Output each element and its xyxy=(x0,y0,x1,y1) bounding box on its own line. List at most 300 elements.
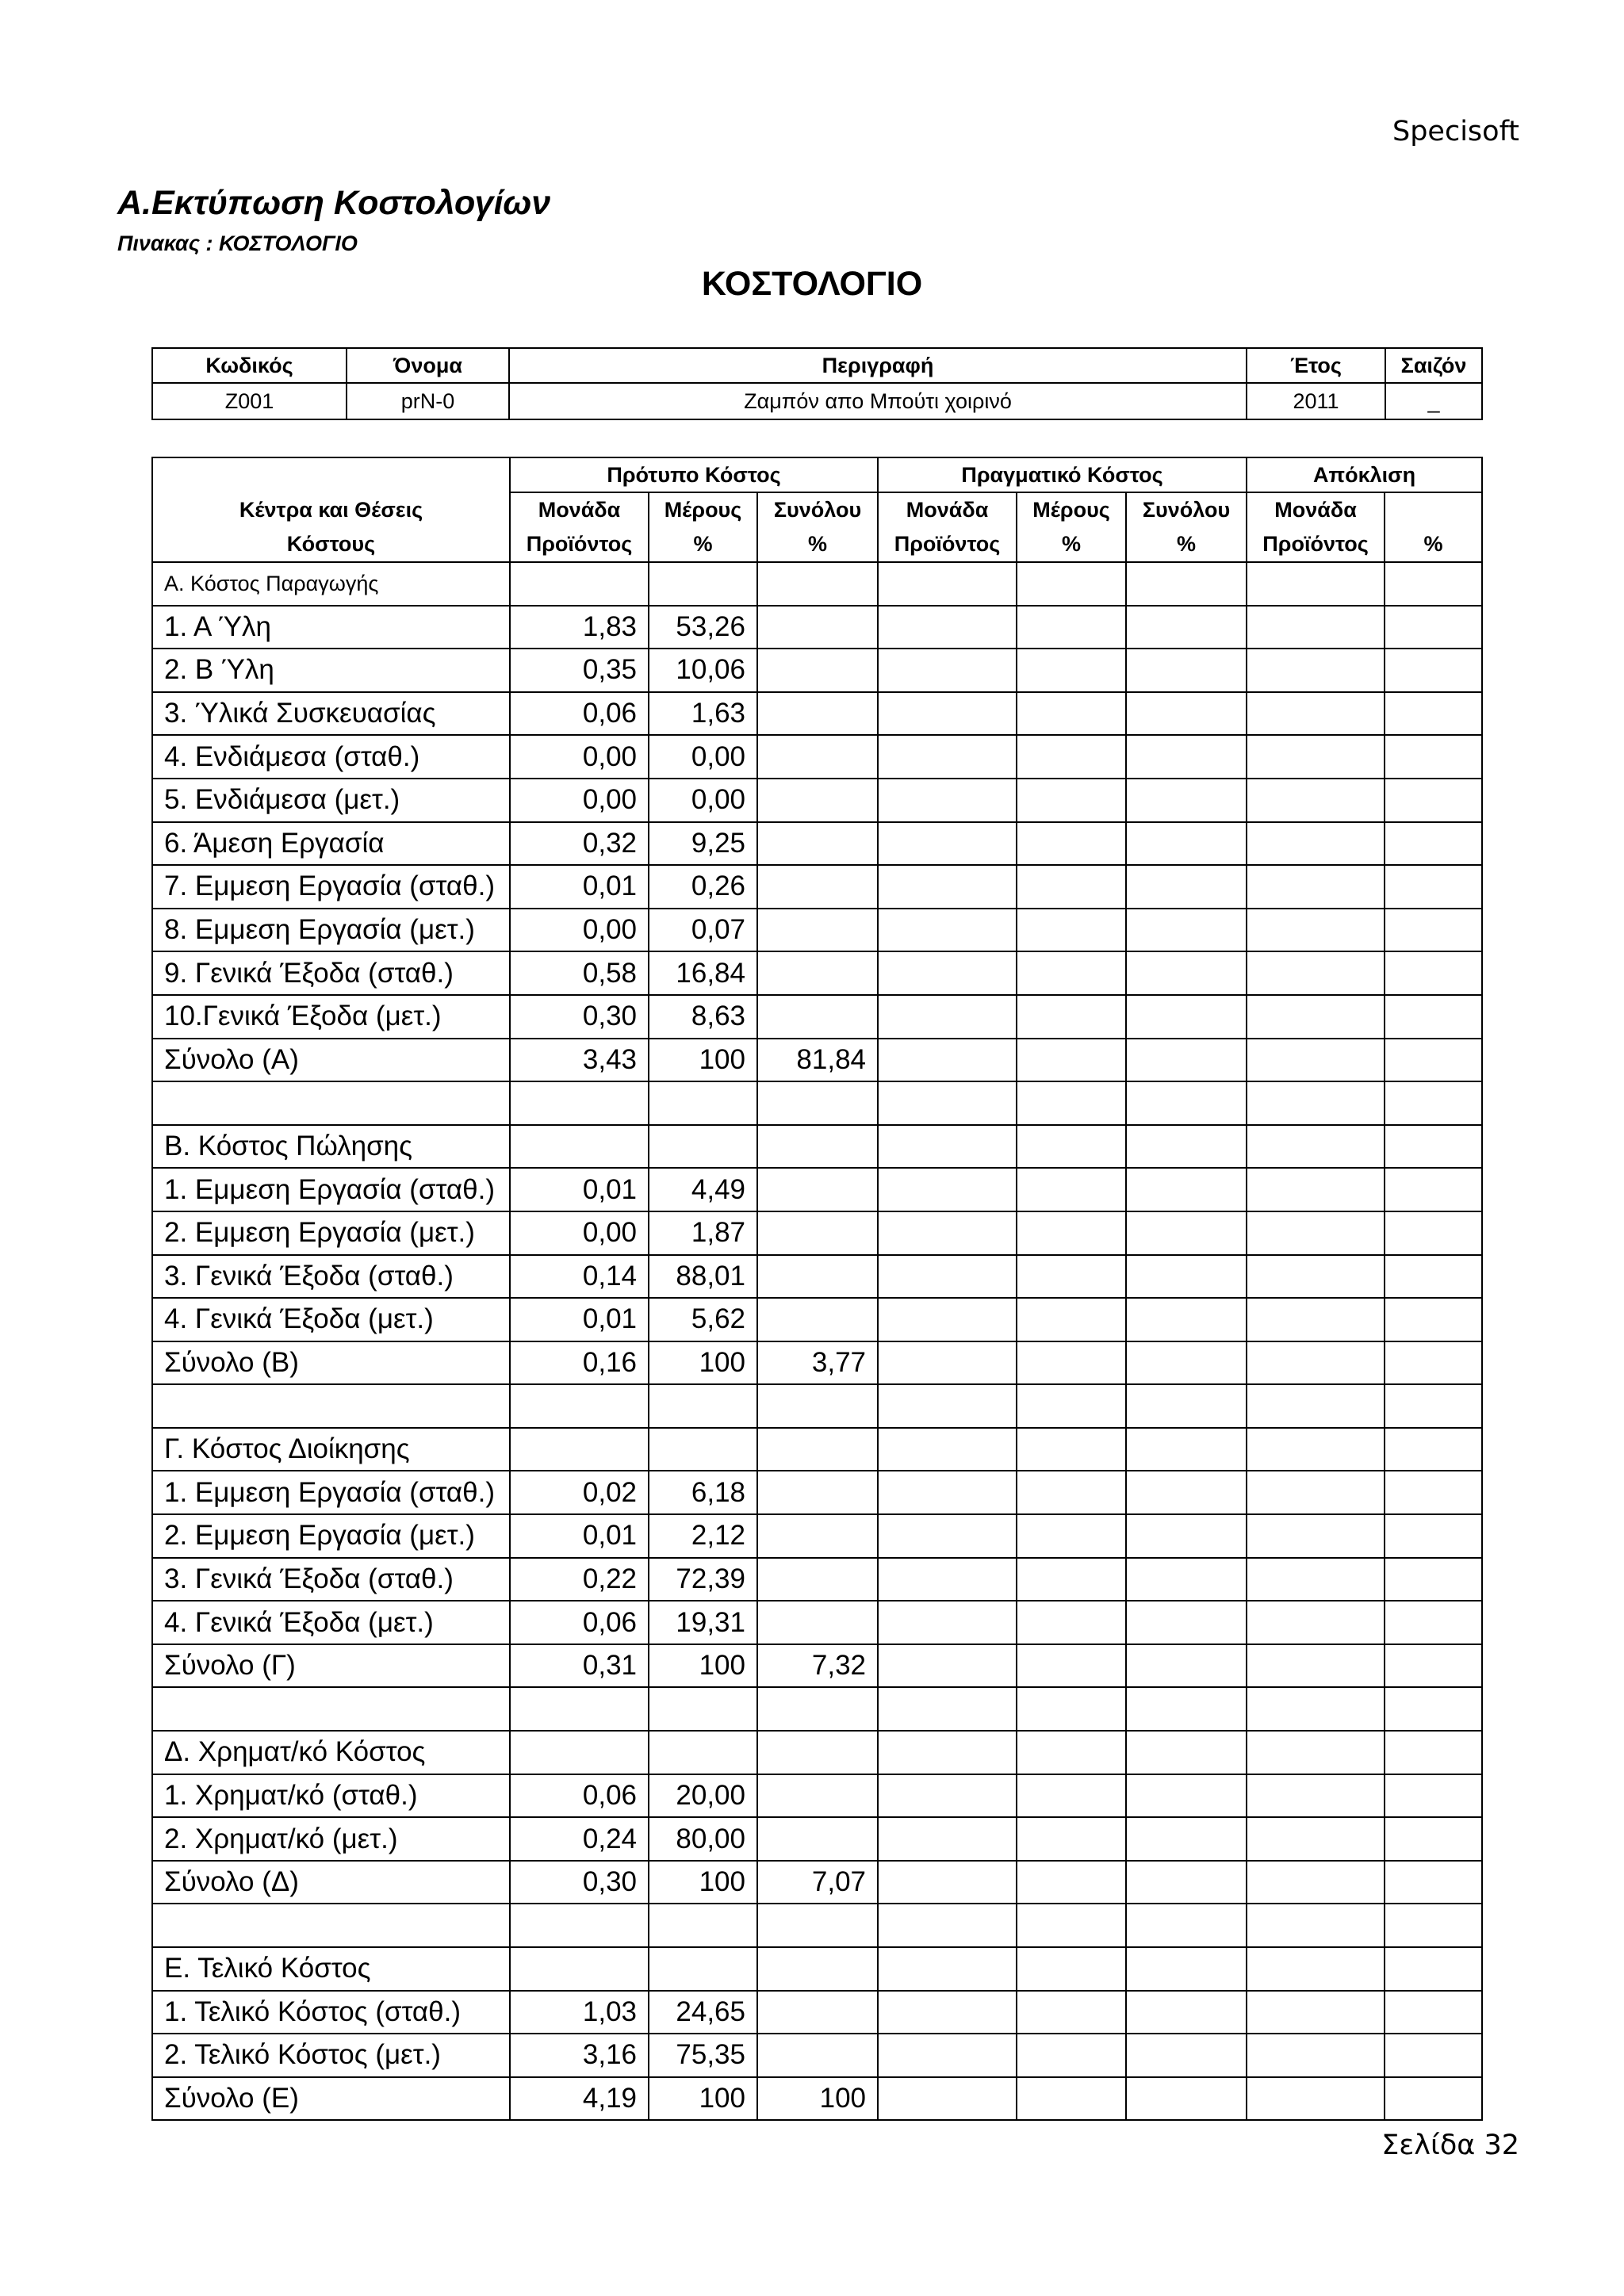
row-value xyxy=(1385,1211,1482,1255)
row-value: 0,00 xyxy=(510,735,649,779)
row-value xyxy=(1126,1255,1247,1299)
subheader-1-col-6: Συνόλου xyxy=(1126,492,1247,527)
row-value xyxy=(1017,1731,1126,1774)
row-value xyxy=(1017,692,1126,736)
row-label: 3. Γενικά Έξοδα (σταθ.) xyxy=(152,1255,510,1299)
row-value xyxy=(878,1039,1017,1082)
row-value xyxy=(1126,1341,1247,1385)
row-label: Γ. Κόστος Διοίκησης xyxy=(152,1428,510,1471)
row-value xyxy=(757,1081,878,1125)
row-value xyxy=(1247,1428,1385,1471)
table-row xyxy=(152,1384,1482,1428)
table-row xyxy=(152,606,1482,649)
row-value xyxy=(1385,1471,1482,1514)
group-deviation: Απόκλιση xyxy=(1247,457,1482,492)
row-value xyxy=(1385,692,1482,736)
row-value: 24,65 xyxy=(649,1991,757,2034)
row-value: 0,30 xyxy=(510,1861,649,1904)
row-value xyxy=(1247,1039,1385,1082)
row-value xyxy=(1385,1991,1482,2034)
row-value xyxy=(878,1558,1017,1601)
row-value xyxy=(1385,1947,1482,1991)
row-value: 1,63 xyxy=(649,692,757,736)
row-value xyxy=(878,1514,1017,1558)
row-value xyxy=(1247,1991,1385,2034)
row-value xyxy=(1126,1947,1247,1991)
row-value xyxy=(878,1125,1017,1169)
table-row xyxy=(152,1644,1482,1688)
table-row xyxy=(152,649,1482,692)
row-value xyxy=(1385,649,1482,692)
row-value: 75,35 xyxy=(649,2034,757,2077)
header-value-code: Z001 xyxy=(152,383,347,419)
table-row xyxy=(152,822,1482,866)
row-value: 0,31 xyxy=(510,1644,649,1688)
table-row xyxy=(152,1428,1482,1471)
table-row xyxy=(152,1341,1482,1385)
row-value: 53,26 xyxy=(649,606,757,649)
row-label: 2. Εμμεση Εργασία (μετ.) xyxy=(152,1211,510,1255)
row-label: 1. Εμμεση Εργασία (σταθ.) xyxy=(152,1471,510,1514)
row-value xyxy=(510,1947,649,1991)
row-value: 88,01 xyxy=(649,1255,757,1299)
table-row xyxy=(152,1298,1482,1341)
row-value xyxy=(1017,1601,1126,1644)
cost-table-group-row xyxy=(152,457,1482,492)
row-label: 10.Γενικά Έξοδα (μετ.) xyxy=(152,995,510,1039)
row-value xyxy=(1247,1687,1385,1731)
company-name: Specisoft xyxy=(1392,116,1519,147)
row-value: 0,06 xyxy=(510,692,649,736)
row-value xyxy=(1385,1039,1482,1082)
subheader-2-col-6: % xyxy=(1126,527,1247,562)
row-value: 100 xyxy=(757,2077,878,2121)
row-value xyxy=(757,2034,878,2077)
row-value xyxy=(1126,1081,1247,1125)
row-value xyxy=(757,779,878,822)
row-value xyxy=(1385,1298,1482,1341)
row-value xyxy=(878,1341,1017,1385)
table-row xyxy=(152,1904,1482,1947)
table-row xyxy=(152,735,1482,779)
row-value xyxy=(649,1731,757,1774)
row-label: 1. Χρηματ/κό (σταθ.) xyxy=(152,1774,510,1818)
row-label: 4. Γενικά Έξοδα (μετ.) xyxy=(152,1298,510,1341)
header-col-description: Περιγραφή xyxy=(509,348,1247,383)
row-value xyxy=(1385,1817,1482,1861)
group-actual-cost: Πραγματικό Κόστος xyxy=(878,457,1247,492)
subheader-1-col-2: Μέρους xyxy=(649,492,757,527)
row-value xyxy=(1385,909,1482,952)
subheader-2-col-1: Προϊόντος xyxy=(510,527,649,562)
row-value xyxy=(1247,1601,1385,1644)
row-value: 0,01 xyxy=(510,1514,649,1558)
row-label: Σύνολο (Α) xyxy=(152,1039,510,1082)
row-value xyxy=(1126,822,1247,866)
row-value xyxy=(1247,692,1385,736)
row-value: 81,84 xyxy=(757,1039,878,1082)
row-value xyxy=(1385,951,1482,995)
row-value xyxy=(1017,822,1126,866)
row-value xyxy=(1247,995,1385,1039)
cost-table-body xyxy=(152,562,1482,2120)
row-value xyxy=(1247,1341,1385,1385)
row-value: 0,07 xyxy=(649,909,757,952)
row-value: 0,26 xyxy=(649,865,757,909)
row-value xyxy=(1385,1255,1482,1299)
row-value: 0,01 xyxy=(510,1298,649,1341)
row-value xyxy=(757,1601,878,1644)
subheader-1-col-1: Μονάδα xyxy=(510,492,649,527)
row-value xyxy=(757,1125,878,1169)
row-value xyxy=(1247,1774,1385,1818)
row-value xyxy=(1385,1125,1482,1169)
row-value xyxy=(1385,1687,1482,1731)
row-value xyxy=(757,692,878,736)
row-value xyxy=(878,606,1017,649)
row-value xyxy=(1385,1774,1482,1818)
row-value: 0,58 xyxy=(510,951,649,995)
row-value: 19,31 xyxy=(649,1601,757,1644)
row-value xyxy=(1126,779,1247,822)
row-value xyxy=(510,1125,649,1169)
row-value: 5,62 xyxy=(649,1298,757,1341)
row-value: 9,25 xyxy=(649,822,757,866)
row-value xyxy=(1017,1471,1126,1514)
table-row xyxy=(152,1514,1482,1558)
row-value xyxy=(1126,995,1247,1039)
row-value xyxy=(757,1471,878,1514)
row-value xyxy=(649,1428,757,1471)
page-number: Σελίδα 32 xyxy=(1381,2130,1519,2161)
table-row xyxy=(152,1774,1482,1818)
row-value xyxy=(1126,1039,1247,1082)
row-label: Α. Κόστος Παραγωγής xyxy=(152,562,510,606)
row-value xyxy=(757,1904,878,1947)
row-value: 1,03 xyxy=(510,1991,649,2034)
row-value: 0,24 xyxy=(510,1817,649,1861)
cost-centers-header-line2: Κόστους xyxy=(152,527,510,562)
row-value xyxy=(1247,1947,1385,1991)
row-label: Β. Κόστος Πώλησης xyxy=(152,1125,510,1169)
row-value xyxy=(1017,1081,1126,1125)
row-value xyxy=(1385,1861,1482,1904)
row-value xyxy=(757,865,878,909)
row-value: 8,63 xyxy=(649,995,757,1039)
row-value: 7,07 xyxy=(757,1861,878,1904)
row-value xyxy=(1385,1384,1482,1428)
row-value xyxy=(1126,1558,1247,1601)
row-value xyxy=(1247,1168,1385,1211)
subheader-2-col-5: % xyxy=(1017,527,1126,562)
row-value xyxy=(1247,1731,1385,1774)
row-value: 0,00 xyxy=(649,779,757,822)
row-value xyxy=(1017,1644,1126,1688)
row-value: 1,83 xyxy=(510,606,649,649)
row-value xyxy=(1385,1601,1482,1644)
row-label xyxy=(152,1081,510,1125)
row-value xyxy=(1385,2034,1482,2077)
subheader-2-col-7: Προϊόντος xyxy=(1247,527,1385,562)
row-value xyxy=(1017,1904,1126,1947)
row-value xyxy=(1247,649,1385,692)
row-value xyxy=(1017,1341,1126,1385)
table-row xyxy=(152,951,1482,995)
row-value xyxy=(649,1904,757,1947)
row-label: Σύνολο (Δ) xyxy=(152,1861,510,1904)
table-row xyxy=(152,779,1482,822)
row-value xyxy=(1247,1558,1385,1601)
subheader-1-col-4: Μονάδα xyxy=(878,492,1017,527)
row-label xyxy=(152,1384,510,1428)
row-value xyxy=(878,692,1017,736)
row-value: 6,18 xyxy=(649,1471,757,1514)
row-value xyxy=(1017,1211,1126,1255)
row-value xyxy=(510,1384,649,1428)
row-value xyxy=(1017,735,1126,779)
row-value xyxy=(1385,779,1482,822)
table-row xyxy=(152,1817,1482,1861)
row-value xyxy=(878,1731,1017,1774)
cost-centers-header-line1: Κέντρα και Θέσεις xyxy=(152,492,510,527)
row-value xyxy=(1126,649,1247,692)
table-row xyxy=(152,1081,1482,1125)
product-header-table xyxy=(151,347,1483,420)
row-value xyxy=(1017,1298,1126,1341)
row-value xyxy=(757,1991,878,2034)
row-label: Σύνολο (Γ) xyxy=(152,1644,510,1688)
row-label: 1. Εμμεση Εργασία (σταθ.) xyxy=(152,1168,510,1211)
cost-table-subheader-row-1 xyxy=(152,492,1482,527)
row-value xyxy=(878,1255,1017,1299)
row-value: 100 xyxy=(649,1644,757,1688)
row-value xyxy=(649,562,757,606)
header-value-season: _ xyxy=(1385,383,1482,419)
row-value: 0,35 xyxy=(510,649,649,692)
header-col-name: Όνομα xyxy=(347,348,509,383)
row-value xyxy=(1126,562,1247,606)
row-value xyxy=(878,1817,1017,1861)
row-value: 0,16 xyxy=(510,1341,649,1385)
row-value xyxy=(1126,1384,1247,1428)
row-label: 7. Εμμεση Εργασία (σταθ.) xyxy=(152,865,510,909)
table-row xyxy=(152,909,1482,952)
row-value xyxy=(757,1428,878,1471)
row-value xyxy=(878,735,1017,779)
row-value xyxy=(757,649,878,692)
row-value xyxy=(878,2034,1017,2077)
subheader-2-col-3: % xyxy=(757,527,878,562)
row-value xyxy=(1126,951,1247,995)
row-value xyxy=(1126,909,1247,952)
row-label: 2. Β Ύλη xyxy=(152,649,510,692)
row-value xyxy=(1385,822,1482,866)
row-value xyxy=(878,1601,1017,1644)
subheader-2-col-4: Προϊόντος xyxy=(878,527,1017,562)
row-value xyxy=(1126,606,1247,649)
row-value xyxy=(1385,1081,1482,1125)
row-label: 3. Γενικά Έξοδα (σταθ.) xyxy=(152,1558,510,1601)
row-value xyxy=(757,1731,878,1774)
table-row xyxy=(152,1168,1482,1211)
row-value xyxy=(1247,1861,1385,1904)
cost-table xyxy=(151,457,1483,2121)
row-value: 0,01 xyxy=(510,1168,649,1211)
row-value xyxy=(510,1904,649,1947)
cost-table-corner xyxy=(152,457,510,492)
row-value xyxy=(878,1168,1017,1211)
row-value: 0,00 xyxy=(510,779,649,822)
row-label xyxy=(152,1904,510,1947)
table-row xyxy=(152,2034,1482,2077)
row-value xyxy=(1385,1341,1482,1385)
row-value xyxy=(757,1817,878,1861)
row-value: 72,39 xyxy=(649,1558,757,1601)
row-label xyxy=(152,1687,510,1731)
row-value xyxy=(1247,1514,1385,1558)
row-value: 0,06 xyxy=(510,1774,649,1818)
row-value xyxy=(878,1428,1017,1471)
row-value: 0,30 xyxy=(510,995,649,1039)
row-value xyxy=(1126,865,1247,909)
row-value xyxy=(1126,1687,1247,1731)
row-value: 16,84 xyxy=(649,951,757,995)
header-values-row xyxy=(152,383,1482,419)
row-value xyxy=(1017,2077,1126,2121)
row-value: 80,00 xyxy=(649,1817,757,1861)
row-value xyxy=(1017,1861,1126,1904)
row-label: 3. Ύλικά Συσκευασίας xyxy=(152,692,510,736)
row-value xyxy=(1247,2077,1385,2121)
row-value xyxy=(1247,1255,1385,1299)
table-row xyxy=(152,1947,1482,1991)
row-value xyxy=(878,1471,1017,1514)
row-value: 7,32 xyxy=(757,1644,878,1688)
row-value xyxy=(510,562,649,606)
row-value xyxy=(757,951,878,995)
row-value xyxy=(878,1211,1017,1255)
row-label: 2. Χρηματ/κό (μετ.) xyxy=(152,1817,510,1861)
row-value xyxy=(1247,1644,1385,1688)
table-row xyxy=(152,1039,1482,1082)
row-value xyxy=(1247,822,1385,866)
row-value xyxy=(878,1861,1017,1904)
row-value xyxy=(757,1211,878,1255)
row-value xyxy=(757,1514,878,1558)
subheader-1-col-5: Μέρους xyxy=(1017,492,1126,527)
row-value xyxy=(878,1687,1017,1731)
table-row xyxy=(152,1731,1482,1774)
row-value xyxy=(1247,1384,1385,1428)
row-value xyxy=(1247,735,1385,779)
row-value xyxy=(1247,1817,1385,1861)
row-value xyxy=(1385,995,1482,1039)
document-title: ΚΟΣΤΟΛΟΓΙΟ xyxy=(701,265,923,303)
row-value xyxy=(1126,2077,1247,2121)
row-value xyxy=(1385,606,1482,649)
row-value xyxy=(1385,1514,1482,1558)
row-value xyxy=(1017,1774,1126,1818)
row-value xyxy=(1017,1687,1126,1731)
row-value xyxy=(1247,865,1385,909)
row-value xyxy=(1385,1558,1482,1601)
row-value xyxy=(1385,735,1482,779)
row-value xyxy=(1385,2077,1482,2121)
row-value xyxy=(878,951,1017,995)
row-value xyxy=(1017,1168,1126,1211)
row-value xyxy=(757,1255,878,1299)
row-value xyxy=(1017,1514,1126,1558)
row-value: 10,06 xyxy=(649,649,757,692)
row-value xyxy=(1126,1644,1247,1688)
cost-table-subheader-row-2 xyxy=(152,527,1482,562)
group-standard-cost: Πρότυπο Κόστος xyxy=(510,457,878,492)
row-value xyxy=(1247,1904,1385,1947)
row-value xyxy=(878,1298,1017,1341)
row-label: Δ. Χρηματ/κό Κόστος xyxy=(152,1731,510,1774)
row-value xyxy=(1247,909,1385,952)
row-label: 1. Α Ύλη xyxy=(152,606,510,649)
row-value xyxy=(1385,1904,1482,1947)
section-heading: Α.Εκτύπωση Κοστολογίων xyxy=(117,184,551,222)
row-value: 0,00 xyxy=(510,1211,649,1255)
row-label: 2. Τελικό Κόστος (μετ.) xyxy=(152,2034,510,2077)
row-value xyxy=(757,1558,878,1601)
row-value: 100 xyxy=(649,1861,757,1904)
row-value xyxy=(1017,1991,1126,2034)
row-label: 8. Εμμεση Εργασία (μετ.) xyxy=(152,909,510,952)
table-row xyxy=(152,1558,1482,1601)
row-value xyxy=(757,909,878,952)
row-value: 0,22 xyxy=(510,1558,649,1601)
row-value xyxy=(1017,1384,1126,1428)
header-col-code: Κωδικός xyxy=(152,348,347,383)
row-value xyxy=(1126,1601,1247,1644)
row-label: Ε. Τελικό Κόστος xyxy=(152,1947,510,1991)
row-value xyxy=(1126,1861,1247,1904)
row-value xyxy=(757,1298,878,1341)
row-value: 0,00 xyxy=(510,909,649,952)
row-value xyxy=(1126,2034,1247,2077)
row-value xyxy=(1017,1947,1126,1991)
row-label: Σύνολο (Β) xyxy=(152,1341,510,1385)
row-value xyxy=(1126,1731,1247,1774)
row-value xyxy=(878,822,1017,866)
header-value-name: prN-0 xyxy=(347,383,509,419)
row-value xyxy=(878,1644,1017,1688)
row-value: 0,14 xyxy=(510,1255,649,1299)
row-value xyxy=(757,1774,878,1818)
row-label: 1. Τελικό Κόστος (σταθ.) xyxy=(152,1991,510,2034)
row-value xyxy=(1017,951,1126,995)
row-value: 0,32 xyxy=(510,822,649,866)
row-value xyxy=(649,1384,757,1428)
row-value xyxy=(1126,735,1247,779)
row-value xyxy=(1017,909,1126,952)
table-row xyxy=(152,1687,1482,1731)
row-value xyxy=(878,562,1017,606)
row-value xyxy=(757,606,878,649)
row-label: Σύνολο (Ε) xyxy=(152,2077,510,2121)
row-value xyxy=(878,1991,1017,2034)
row-value xyxy=(878,649,1017,692)
row-value xyxy=(1126,1125,1247,1169)
row-value xyxy=(649,1081,757,1125)
row-value: 20,00 xyxy=(649,1774,757,1818)
row-value xyxy=(1247,2034,1385,2077)
row-value xyxy=(1247,562,1385,606)
row-value xyxy=(510,1428,649,1471)
